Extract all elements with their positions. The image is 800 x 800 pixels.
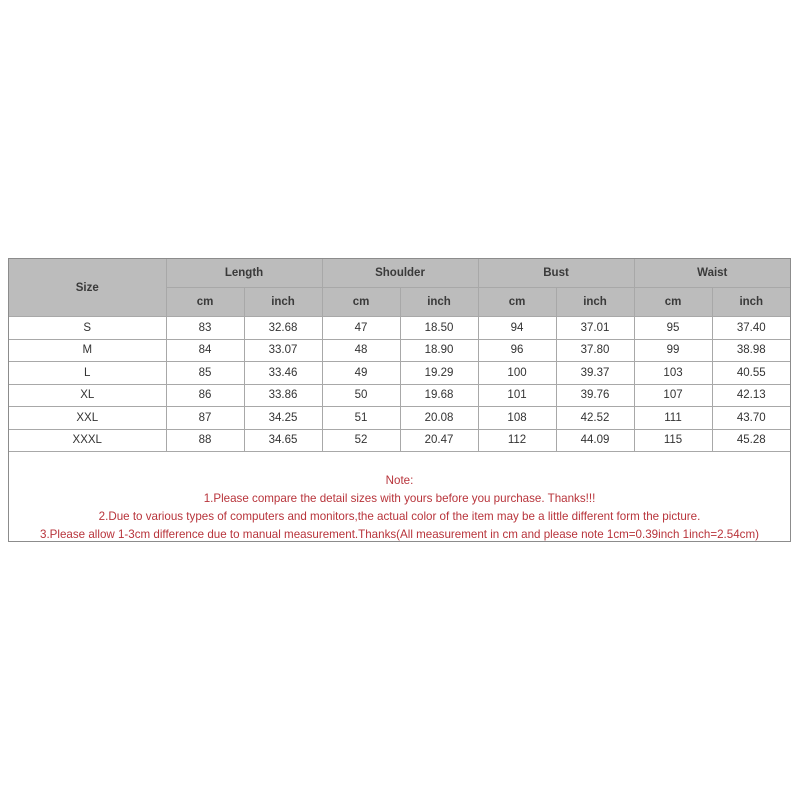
size-header: Size bbox=[9, 259, 166, 317]
table-cell: 38.98 bbox=[712, 339, 790, 362]
table-cell: 48 bbox=[322, 339, 400, 362]
table-row bbox=[9, 407, 790, 430]
table-cell: 107 bbox=[634, 384, 712, 407]
table-cell: 33.07 bbox=[244, 339, 322, 362]
table-cell: 85 bbox=[166, 362, 244, 385]
table-cell: 50 bbox=[322, 384, 400, 407]
group-header-bust: Bust bbox=[478, 259, 634, 288]
unit-header: inch bbox=[556, 288, 634, 317]
table-cell: 95 bbox=[634, 317, 712, 340]
table-cell: 99 bbox=[634, 339, 712, 362]
size-cell: XXL bbox=[9, 407, 166, 430]
size-chart bbox=[8, 258, 791, 542]
table-cell: 34.25 bbox=[244, 407, 322, 430]
table-cell: 112 bbox=[478, 429, 556, 452]
table-row bbox=[9, 317, 790, 340]
table-cell: 45.28 bbox=[712, 429, 790, 452]
table-cell: 88 bbox=[166, 429, 244, 452]
table-row bbox=[9, 339, 790, 362]
table-row bbox=[9, 384, 790, 407]
unit-header: cm bbox=[322, 288, 400, 317]
table-cell: 96 bbox=[478, 339, 556, 362]
table-cell: 51 bbox=[322, 407, 400, 430]
notes-title: Note: bbox=[385, 474, 414, 487]
size-cell: XL bbox=[9, 384, 166, 407]
table-cell: 18.50 bbox=[400, 317, 478, 340]
group-header-waist: Waist bbox=[634, 259, 790, 288]
table-cell: 49 bbox=[322, 362, 400, 385]
note-line: 2.Due to various types of computers and monitors,the actual color of the item may be a little different form the picture. bbox=[98, 510, 701, 523]
size-table bbox=[9, 259, 790, 452]
size-cell: M bbox=[9, 339, 166, 362]
table-cell: 34.65 bbox=[244, 429, 322, 452]
table-cell: 86 bbox=[166, 384, 244, 407]
unit-header: cm bbox=[478, 288, 556, 317]
size-cell: XXXL bbox=[9, 429, 166, 452]
unit-header: inch bbox=[244, 288, 322, 317]
table-cell: 100 bbox=[478, 362, 556, 385]
table-cell: 84 bbox=[166, 339, 244, 362]
table-cell: 42.13 bbox=[712, 384, 790, 407]
unit-header: inch bbox=[400, 288, 478, 317]
group-header-row bbox=[9, 259, 790, 288]
unit-header: cm bbox=[166, 288, 244, 317]
notes-section bbox=[9, 451, 790, 543]
note-line: 1.Please compare the detail sizes with yours before you purchase. Thanks!!! bbox=[203, 492, 596, 505]
table-cell: 20.47 bbox=[400, 429, 478, 452]
table-cell: 108 bbox=[478, 407, 556, 430]
table-cell: 94 bbox=[478, 317, 556, 340]
table-cell: 40.55 bbox=[712, 362, 790, 385]
table-row bbox=[9, 362, 790, 385]
table-row bbox=[9, 429, 790, 452]
table-cell: 44.09 bbox=[556, 429, 634, 452]
table-cell: 101 bbox=[478, 384, 556, 407]
table-cell: 33.46 bbox=[244, 362, 322, 385]
group-header-shoulder: Shoulder bbox=[322, 259, 478, 288]
size-cell: L bbox=[9, 362, 166, 385]
table-cell: 47 bbox=[322, 317, 400, 340]
group-header-length: Length bbox=[166, 259, 322, 288]
table-cell: 37.01 bbox=[556, 317, 634, 340]
table-cell: 83 bbox=[166, 317, 244, 340]
table-cell: 19.68 bbox=[400, 384, 478, 407]
table-cell: 20.08 bbox=[400, 407, 478, 430]
unit-header: inch bbox=[712, 288, 790, 317]
table-cell: 111 bbox=[634, 407, 712, 430]
table-cell: 87 bbox=[166, 407, 244, 430]
table-cell: 37.40 bbox=[712, 317, 790, 340]
table-cell: 39.37 bbox=[556, 362, 634, 385]
table-cell: 52 bbox=[322, 429, 400, 452]
table-cell: 43.70 bbox=[712, 407, 790, 430]
table-cell: 39.76 bbox=[556, 384, 634, 407]
table-cell: 18.90 bbox=[400, 339, 478, 362]
size-cell: S bbox=[9, 317, 166, 340]
table-cell: 115 bbox=[634, 429, 712, 452]
unit-header: cm bbox=[634, 288, 712, 317]
note-line: 3.Please allow 1-3cm difference due to manual measurement.Thanks(All measurement in cm and please note 1cm=0.39inch 1inch=2.54cm) bbox=[40, 528, 759, 541]
table-cell: 42.52 bbox=[556, 407, 634, 430]
table-cell: 103 bbox=[634, 362, 712, 385]
table-cell: 33.86 bbox=[244, 384, 322, 407]
table-cell: 32.68 bbox=[244, 317, 322, 340]
table-cell: 19.29 bbox=[400, 362, 478, 385]
table-cell: 37.80 bbox=[556, 339, 634, 362]
